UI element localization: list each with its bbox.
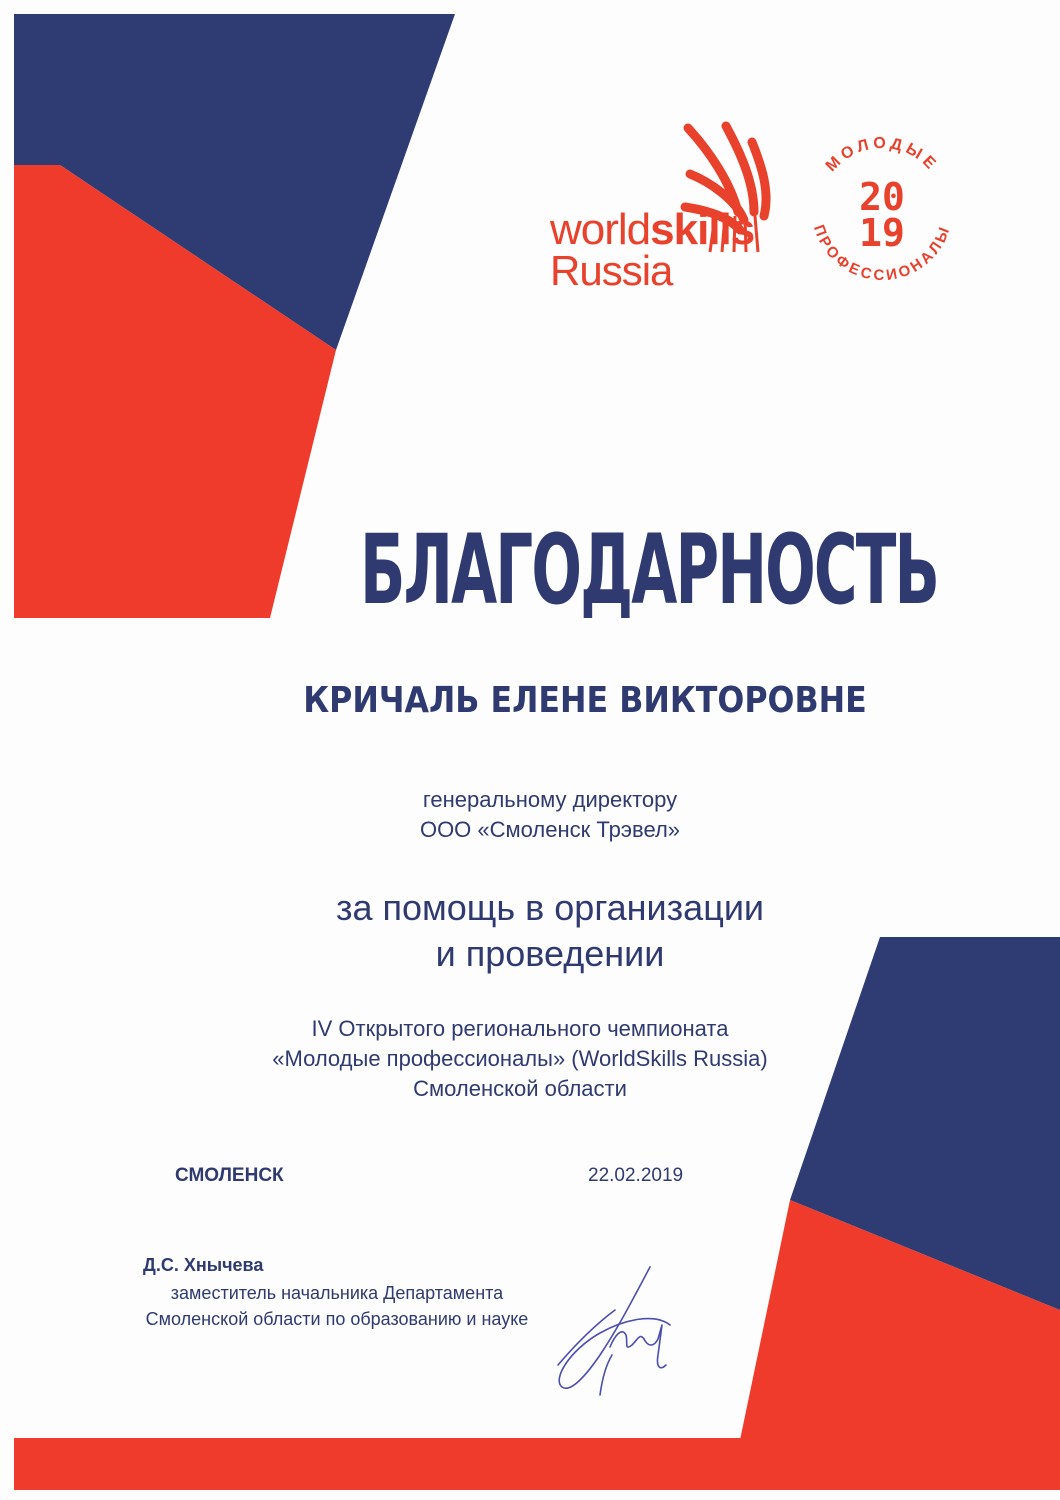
reason-line-2: и проведении xyxy=(435,933,665,974)
worldskills-wordmark xyxy=(550,205,755,294)
reason-line-1: за помощь в организации xyxy=(335,887,765,928)
logo-arc-bottom-text: ПРОФЕССИОНАЛЫ xyxy=(809,222,955,285)
event-line-1: IV Открытого регионального чемпионата xyxy=(311,1016,729,1041)
bottom-red-strip xyxy=(14,1438,1060,1490)
signer-role-line-2: Смоленской области по образованию и науке xyxy=(145,1309,529,1329)
position-line-2: ООО «Смоленск Трэвел» xyxy=(419,817,681,842)
handwritten-signature xyxy=(540,1255,690,1405)
issue-date: 22.02.2019 xyxy=(588,1165,684,1186)
worldskills-word-world: world xyxy=(550,205,651,254)
worldskills-word-skills: skills xyxy=(650,205,755,254)
issue-city: СМОЛЕНСК xyxy=(175,1165,284,1186)
recipient-name: КРИЧАЛЬ ЕЛЕНЕ ВИКТОРОВНЕ xyxy=(303,680,867,721)
position-line-1: генеральному директору xyxy=(422,787,678,812)
worldskills-word-russia: Russia xyxy=(550,247,673,294)
young-professionals-2019-logo xyxy=(790,118,975,303)
svg-text:МОЛОДЫЕ xyxy=(823,135,941,175)
recipient-position xyxy=(250,785,850,845)
logo-year-top: 20 xyxy=(859,175,905,219)
event-description xyxy=(170,1014,870,1104)
gratitude-reason xyxy=(180,885,920,977)
logo-arc-top-text: МОЛОДЫЕ xyxy=(822,134,942,176)
certificate-title: БЛАГОДАРНОСТЬ xyxy=(360,514,938,626)
signer-name: Д.С. Хнычева xyxy=(143,1255,264,1275)
signer-role xyxy=(122,1280,552,1332)
event-line-3: Смоленской области xyxy=(413,1076,627,1101)
signer-role-line-1: заместитель начальника Департамента xyxy=(170,1283,504,1303)
event-line-2: «Молодые профессионалы» (WorldSkills Russia) xyxy=(272,1046,768,1071)
logo-year-bottom: 19 xyxy=(859,211,905,255)
